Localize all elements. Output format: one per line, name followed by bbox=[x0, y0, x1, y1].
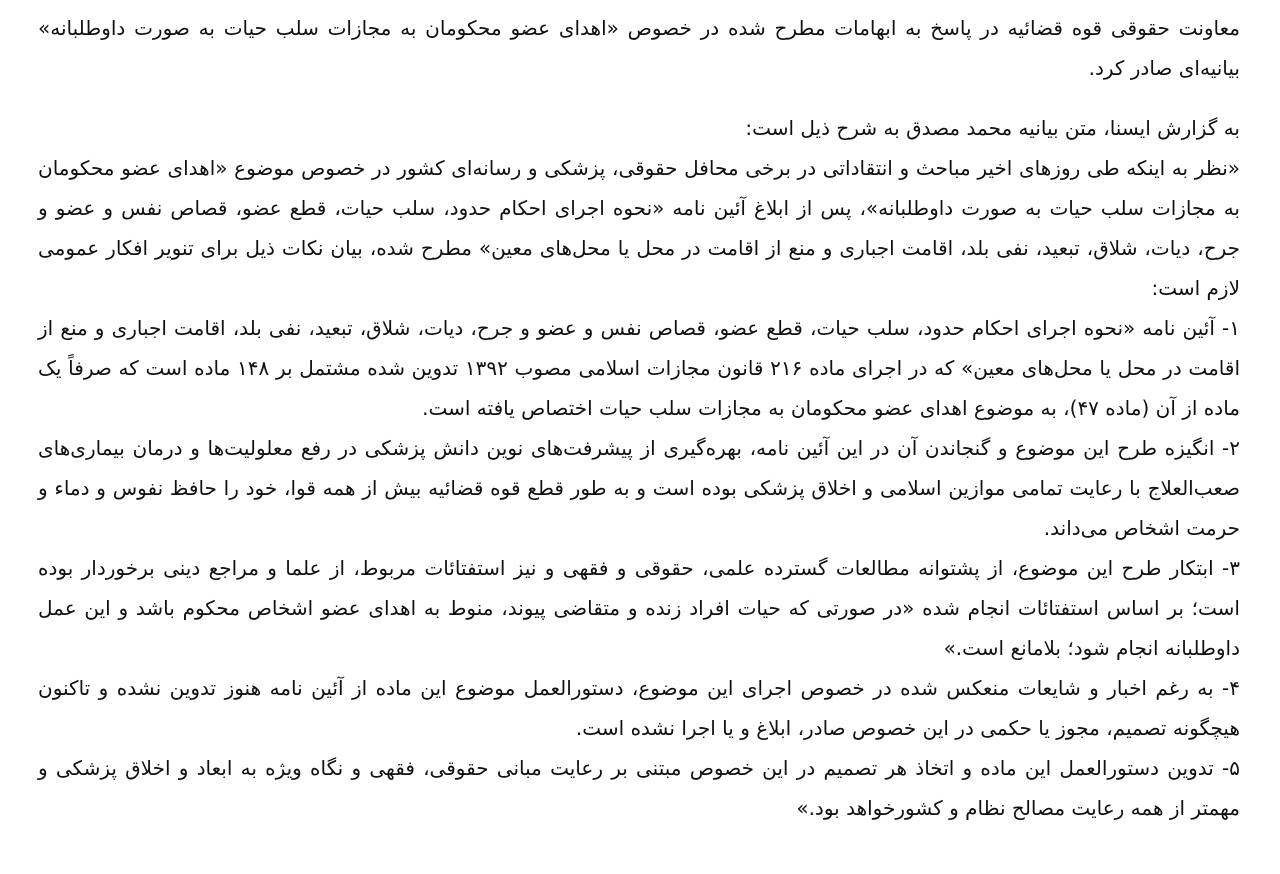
paragraph-gap bbox=[38, 88, 1240, 108]
statement-opening: «نظر به اینکه طی روزهای اخیر مباحث و انتقاداتی در برخی محافل حقوقی، پزشکی و رسانه‌ای کشور در خصوص موضوع «اهدای عضو محکومان به مجازات سلب حیات به صورت داوطلبانه»، پس از ابلاغ آئین نامه «نحوه اجرای احکام حدود، سلب حیات، قطع عضو، قصاص نفس و عضو و جرح، دیات، شلاق، تبعید، نفی بلد، اقامت اجباری و منع از اقامت در محل یا محل‌های معین» مطرح شده، بیان نکات ذیل برای تنویر افکار عمومی لازم است: bbox=[38, 156, 1240, 300]
point-2: ۲- انگیزه طرح این موضوع و گنجاندن آن در این آئین نامه، بهره‌گیری از پیشرفت‌های نوین دانش پزشکی در رفع معلولیت‌ها و درمان بیماری‌های صعب‌العلاج با رعایت تمامی موازین اسلامی و اخلاق پزشکی بوده است و به طور قطع قوه قضائیه بیش از همه قوا، خود را حافظ نفوس و دماء و حرمت اشخاص می‌داند. bbox=[38, 436, 1240, 540]
point-3: ۳- ابتکار طرح این موضوع، از پشتوانه مطالعات گسترده علمی، حقوقی و فقهی و نیز استفتائات مربوط، از علما و مراجع دینی برخوردار بوده است؛ بر اساس استفتائات انجام شده «در صورتی که حیات افراد زنده و متقاضی پیوند، منوط به اهدای عضو اشخاص محکوم باشد و این عمل داوطلبانه انجام شود؛ بلامانع است.» bbox=[38, 556, 1240, 660]
point-4: ۴- به رغم اخبار و شایعات منعکس شده در خصوص اجرای این موضوع، دستورالعمل موضوع این ماده از آئین نامه هنوز تدوین نشده و تاکنون هیچگونه تصمیم، مجوز یا حکمی در این خصوص صادر، ابلاغ و یا اجرا نشده است. bbox=[38, 676, 1240, 740]
point-1: ۱- آئین نامه «نحوه اجرای احکام حدود، سلب حیات، قطع عضو، قصاص نفس و عضو و جرح، دیات، شلاق، تبعید، نفی بلد، اقامت اجباری و منع از اقامت در محل یا محل‌های معین» که در اجرای ماده ۲۱۶ قانون مجازات اسلامی مصوب ۱۳۹۲ تدوین شده مشتمل بر ۱۴۸ ماده است که صرفاً یک ماده از آن (ماده ۴۷)، به موضوع اهدای عضو محکومان به مجازات سلب حیات اختصاص یافته است. bbox=[38, 316, 1240, 420]
point-5: ۵- تدوین دستورالعمل این ماده و اتخاذ هر تصمیم در این خصوص مبتنی بر رعایت مبانی حقوقی، فقهی و نگاه ویژه به ابعاد و اخلاق پزشکی و مهمتر از همه رعایت مصالح نظام و کشورخواهد بود.» bbox=[38, 756, 1240, 820]
intro-line: به گزارش ایسنا، متن بیانیه محمد مصدق به شرح ذیل است: bbox=[745, 116, 1240, 140]
lead-paragraph: معاونت حقوقی قوه قضائیه در پاسخ به ابهامات مطرح شده در خصوص «اهدای عضو محکومان به مجازات سلب حیات به صورت داوطلبانه» بیانیه‌ای صادر کرد. bbox=[38, 16, 1240, 80]
